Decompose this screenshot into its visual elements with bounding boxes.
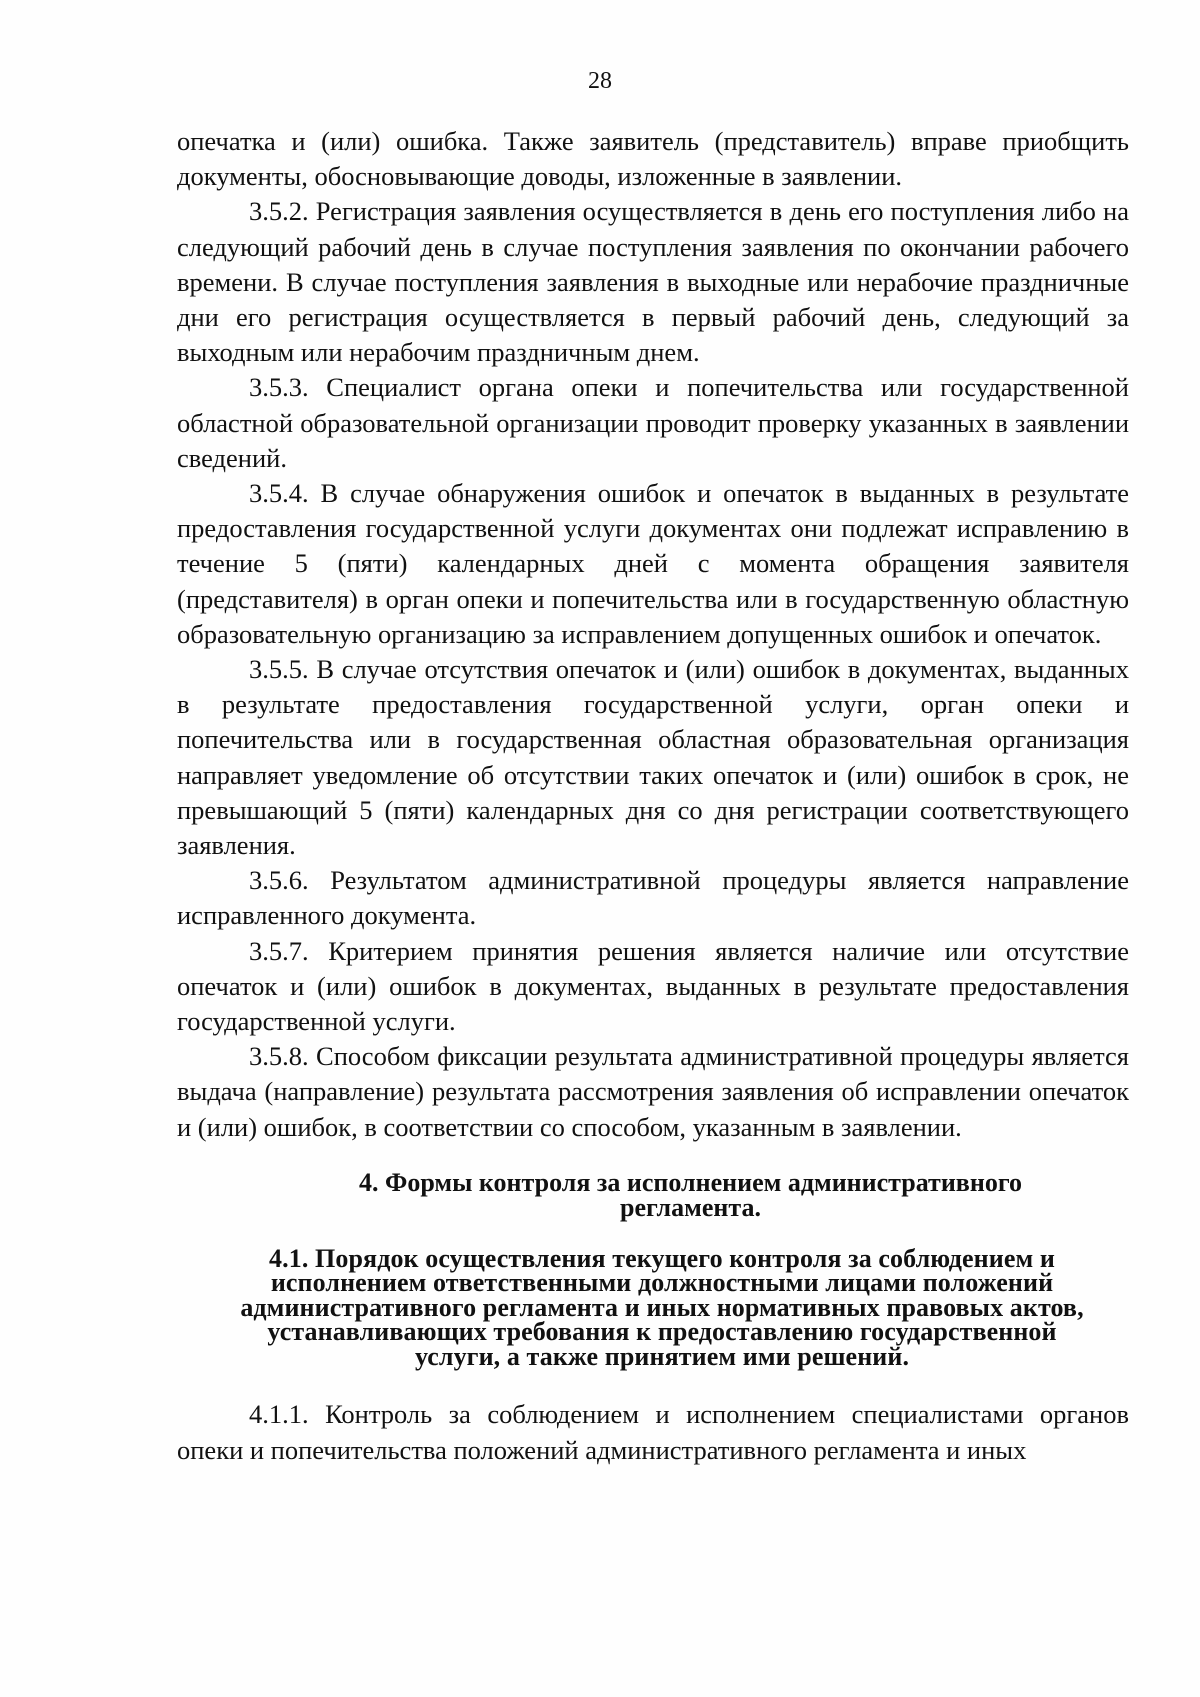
- paragraph-3-5-7: 3.5.7. Критерием принятия решения является наличие или отсутствие опечаток и (или) ошибок в документах, выданных в результате предоставления государственной услуги.: [177, 935, 1129, 1037]
- page-number: 28: [588, 68, 612, 94]
- section-4-heading: [177, 1167, 1129, 1222]
- paragraph-4-1-1: 4.1.1. Контроль за соблюдением и исполнением специалистами органов опеки и попечительства положений административного регламента и иных: [177, 1399, 1129, 1465]
- paragraph-3-5-6: 3.5.6. Результатом административной процедуры является направление исправленного документа.: [177, 865, 1129, 931]
- section-4-1-heading-line: административного регламента и иных нормативных правовых актов,: [240, 1292, 1084, 1322]
- section-4-1-heading: [177, 1243, 1129, 1371]
- section-4-1-heading-line: 4.1. Порядок осуществления текущего контроля за соблюдением и: [269, 1243, 1055, 1273]
- paragraph-3-5-4: 3.5.4. В случае обнаружения ошибок и опечаток в выданных в результате предоставления государственной услуги документах они подлежат исправлению в течение 5 (пяти) календарных дней с момента обращения заявителя (представителя) в орган опеки и попечительства или в государственную областную образовательную организацию за исправлением допущенных ошибок и опечаток.: [177, 478, 1129, 649]
- section-4-1-heading-line: исполнением ответственными должностными лицами положений: [270, 1268, 1054, 1298]
- section-4-1-heading-line: услуги, а также принятием ими решений.: [414, 1341, 910, 1371]
- section-4-heading-line: регламента.: [620, 1192, 761, 1222]
- section-4-1-heading-line: устанавливающих требования к предоставлению государственной: [267, 1317, 1057, 1347]
- paragraph-continuation: опечатка и (или) ошибка. Также заявитель (представитель) вправе приобщить документы, обосновывающие доводы, изложенные в заявлении.: [177, 126, 1129, 192]
- paragraph-3-5-8: 3.5.8. Способом фиксации результата административной процедуры является выдача (направление) результата рассмотрения заявления об исправлении опечаток и (или) ошибок, в соответствии со способом, указанным в заявлении.: [177, 1041, 1129, 1142]
- paragraph-3-5-2: 3.5.2. Регистрация заявления осуществляется в день его поступления либо на следующий рабочий день в случае поступления заявления по окончании рабочего времени. В случае поступления заявления в выходные или нерабочие праздничные дни его регистрация осуществляется в первый рабочий день, следующий за выходным или нерабочим праздничным днем.: [177, 196, 1129, 368]
- paragraph-3-5-5: 3.5.5. В случае отсутствия опечаток и (или) ошибок в документах, выданных в результате предоставления государственной услуги, орган опеки и попечительства или в государственная областная образовательная организация направляет уведомление об отсутствии таких опечаток и (или) ошибок в срок, не превышающий 5 (пяти) календарных дня со дня регистрации соответствующего заявления.: [177, 654, 1129, 861]
- page-content: [177, 124, 1129, 1468]
- paragraph-3-5-3: 3.5.3. Специалист органа опеки и попечительства или государственной областной образовательной организации проводит проверку указанных в заявлении сведений.: [177, 372, 1129, 473]
- section-4-heading-line: 4. Формы контроля за исполнением административного: [359, 1167, 1022, 1197]
